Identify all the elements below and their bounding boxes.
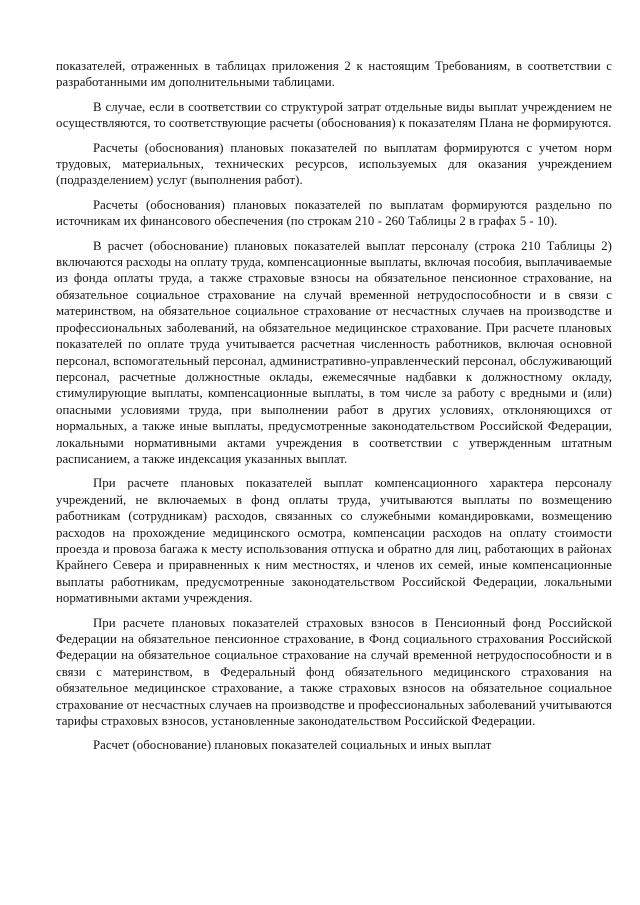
- paragraph-funding-sources: Расчеты (обоснования) плановых показателей по выплатам формируются раздельно по источникам их финансового обеспечения (по строкам 210 - 260 Таблицы 2 в графах 5 - 10).: [56, 197, 612, 229]
- paragraph-resource-norms: Расчеты (обоснования) плановых показателей по выплатам формируются с учетом норм трудовых, материальных, технических ресурсов, используемых для оказания учреждением (подразделением) услуг (выполнения работ).: [56, 140, 612, 188]
- paragraph-staff-payments: В расчет (обоснование) плановых показателей выплат персоналу (строка 210 Таблицы 2) включаются расходы на оплату труда, компенсационные выплаты, включая пособия, выплачиваемые из фонда оплаты труда, а также страховые взносы на обязательное пенсионное страхование, на обязательное социальное страхование на случай временной нетрудоспособности и в связи с материнством, на обязательное социальное страхование от несчастных случаев на производстве и профессиональных заболеваний, на обязательное медицинское страхование. При расчете плановых показателей по оплате труда учитывается расчетная численность работников, включая основной персонал, вспомогательный персонал, административно-управленческий персонал, обслуживающий персонал, расчетные должностные оклады, ежемесячные надбавки к должностному окладу, стимулирующие выплаты, компенсационные выплаты, в том числе за работу с вредными и (или) опасными условиями труда, при выполнении работ в других условиях, отклоняющихся от нормальных, а также иные выплаты, предусмотренные законодательством Российской Федерации, локальными нормативными актами учреждения в соответствии с утвержденным штатным расписанием, а также индексация указанных выплат.: [56, 238, 612, 466]
- paragraph-social-payments: Расчет (обоснование) плановых показателей социальных и иных выплат: [93, 738, 492, 753]
- paragraph-insurance-contributions: При расчете плановых показателей страховых взносов в Пенсионный фонд Российской Федерации на обязательное пенсионное страхование, в Фонд социального страхования Российской Федерации на обязательное социальное страхование на случай временной нетрудоспособности и в связи с материнством, в Федеральный фонд обязательного медицинского страхования на обязательное медицинское страхование, а также страховых взносов на обязательное социальное страхование от несчастных случаев на производстве и профессиональных заболеваний учитываются тарифы страховых взносов, установленные законодательством Российской Федерации.: [56, 615, 612, 729]
- paragraph-no-payments: В случае, если в соответствии со структурой затрат отдельные виды выплат учреждением не осуществляются, то соответствующие расчеты (обоснования) к показателям Плана не формируются.: [56, 99, 612, 131]
- paragraph-compensation-payments: При расчете плановых показателей выплат компенсационного характера персоналу учреждений, не включаемых в фонд оплаты труда, учитываются выплаты по возмещению работникам (сотрудникам) расходов, связанных со служебными командировками, возмещению расходов на прохождение медицинского осмотра, компенсации расходов на оплату стоимости проезда и провоза багажа к месту использования отпуска и обратно для лиц, работающих в районах Крайнего Севера и приравненных к ним местностях, и членов их семей, иные компенсационные выплаты работникам, предусмотренные законодательством Российской Федерации, локальными нормативными актами учреждения.: [56, 476, 612, 606]
- document-page: [56, 58, 612, 754]
- paragraph-continuation: показателей, отраженных в таблицах приложения 2 к настоящим Требованиям, в соответствии с разработанными им дополнительными таблицами.: [56, 59, 612, 90]
